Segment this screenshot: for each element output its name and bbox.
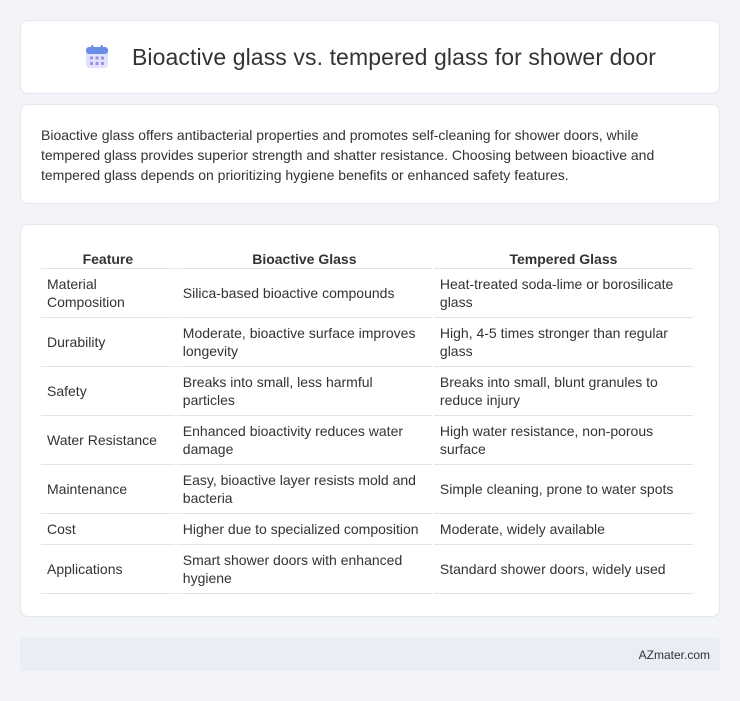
bioactive-cell: Enhanced bioactivity reduces water damage [177,416,432,465]
bioactive-cell: Higher due to specialized composition [177,514,432,545]
page-title: Bioactive glass vs. tempered glass for shower door [131,43,656,70]
bioactive-cell: Silica-based bioactive compounds [177,269,432,318]
feature-cell: Material Composition [41,269,175,318]
tempered-cell: High, 4-5 times stronger than regular glass [434,318,693,367]
title-card [20,20,720,94]
bioactive-cell: Breaks into small, less harmful particles [177,367,432,416]
table-row [41,318,693,367]
table-row [41,416,693,465]
feature-cell: Durability [41,318,175,367]
footer-site-label: AZmater.com [638,647,710,662]
intro-paragraph: Bioactive glass offers antibacterial properties and promotes self-cleaning for shower doors, while tempered glass provides superior strength and shatter resistance. Choosing between bioactive and tempered glass depends on prioritizing hygiene benefits or enhanced safety features. [41,127,655,183]
feature-cell: Water Resistance [41,416,175,465]
title-row [84,44,656,71]
column-header-feature: Feature [41,245,175,269]
tempered-cell: High water resistance, non-porous surface [434,416,693,465]
column-header-tempered: Tempered Glass [434,245,693,269]
tempered-cell: Heat-treated soda-lime or borosilicate glass [434,269,693,318]
tempered-cell: Simple cleaning, prone to water spots [434,465,693,514]
bioactive-cell: Moderate, bioactive surface improves longevity [177,318,432,367]
table-row [41,367,693,416]
calendar-icon [84,44,110,70]
feature-cell: Maintenance [41,465,175,514]
table-row [41,514,693,545]
table-row [41,269,693,318]
comparison-card [20,224,720,617]
tempered-cell: Standard shower doors, widely used [434,545,693,594]
footer-bar [20,638,720,671]
feature-cell: Safety [41,367,175,416]
table-row [41,545,693,594]
tempered-cell: Breaks into small, blunt granules to reduce injury [434,367,693,416]
column-header-bioactive: Bioactive Glass [177,245,432,269]
bioactive-cell: Smart shower doors with enhanced hygiene [177,545,432,594]
table-header-row [41,245,693,269]
comparison-table [39,245,695,594]
feature-cell: Cost [41,514,175,545]
tempered-cell: Moderate, widely available [434,514,693,545]
intro-card [20,104,720,204]
bioactive-cell: Easy, bioactive layer resists mold and bacteria [177,465,432,514]
table-row [41,465,693,514]
feature-cell: Applications [41,545,175,594]
